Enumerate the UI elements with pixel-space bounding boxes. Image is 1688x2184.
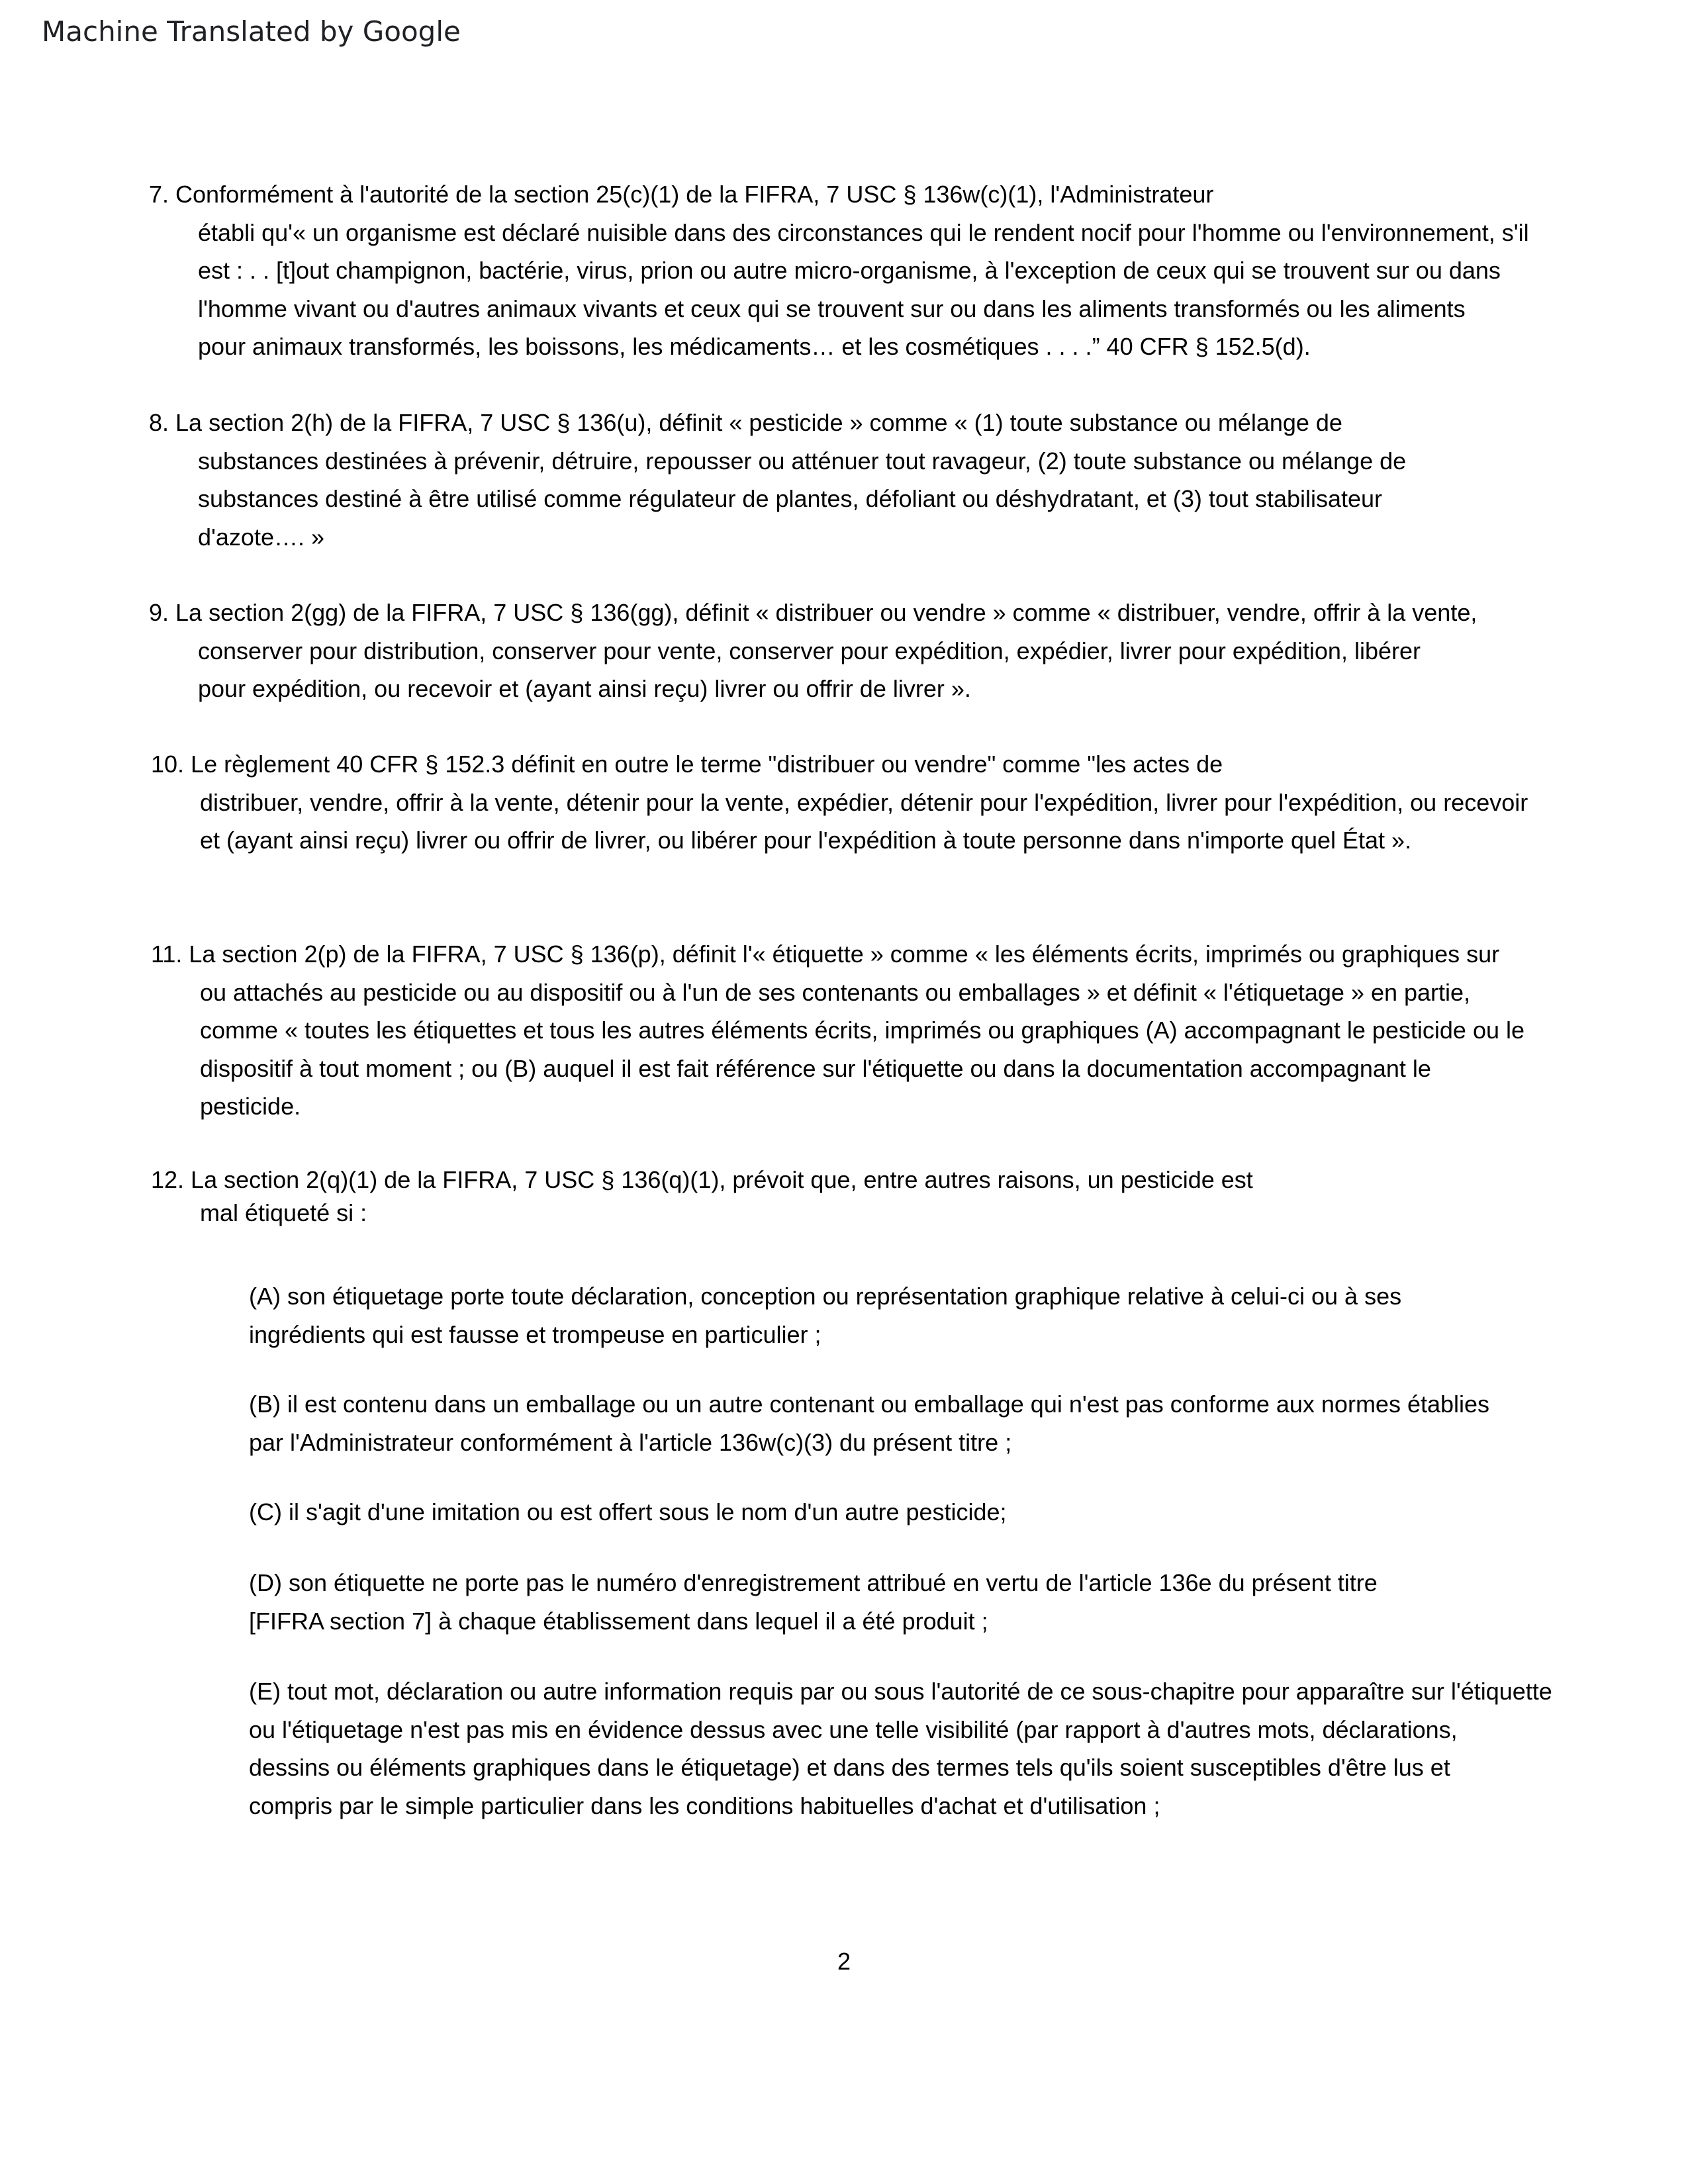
paragraph-9 xyxy=(149,594,1572,708)
subclause-line: [FIFRA section 7] à chaque établissement dans lequel il a été produit ; xyxy=(249,1607,988,1635)
paragraph-line: 9. La section 2(gg) de la FIFRA, 7 USC § 136(gg), définit « distribuer ou vendre » comme « distribuer, vendre, offrir à la vente, xyxy=(149,599,1477,626)
paragraph-line: établi qu'« un organisme est déclaré nuisible dans des circonstances qui le rendent nocif pour l'homme ou l'environnement, s'il xyxy=(198,218,1529,246)
paragraph-line: ou attachés au pesticide ou au dispositif ou à l'un de ses contenants ou emballages » et définit « l'étiquetage » en partie, xyxy=(200,978,1471,1006)
paragraph-7 xyxy=(149,175,1572,366)
paragraph-line: 10. Le règlement 40 CFR § 152.3 définit en outre le terme "distribuer ou vendre" comme "les actes de xyxy=(151,751,1223,778)
paragraph-12 xyxy=(151,1163,1574,1230)
paragraph-line: 7. Conformément à l'autorité de la section 25(c)(1) de la FIFRA, 7 USC § 136w(c)(1), l'Administrateur xyxy=(149,181,1214,208)
subclause-a xyxy=(249,1277,1573,1353)
paragraph-line: comme « toutes les étiquettes et tous les autres éléments écrits, imprimés ou graphiques (A) accompagnant le pesticide ou le xyxy=(200,1017,1525,1044)
paragraph-line: pour expédition, ou recevoir et (ayant ainsi reçu) livrer ou offrir de livrer ». xyxy=(198,675,971,702)
machine-translation-banner: Machine Translated by Google xyxy=(42,15,461,48)
paragraph-line: substances destiné à être utilisé comme régulateur de plantes, défoliant ou déshydratant, et (3) tout stabilisateur xyxy=(198,485,1383,512)
paragraph-line: et (ayant ainsi reçu) livrer ou offrir de livrer, ou libérer pour l'expédition à toute personne dans n'importe quel État ». xyxy=(200,827,1412,854)
paragraph-line: est : . . [t]out champignon, bactérie, virus, prion ou autre micro-organisme, à l'exception de ceux qui se trouvent sur ou dans xyxy=(198,257,1501,284)
paragraph-line: 8. La section 2(h) de la FIFRA, 7 USC § 136(u), définit « pesticide » comme « (1) toute substance ou mélange de xyxy=(149,409,1342,436)
paragraph-11 xyxy=(151,935,1574,1126)
paragraph-line: 11. La section 2(p) de la FIFRA, 7 USC § 136(p), définit l'« étiquette » comme « les éléments écrits, imprimés ou graphiques sur xyxy=(151,940,1500,968)
subclause-d xyxy=(249,1564,1573,1640)
paragraph-line: 12. La section 2(q)(1) de la FIFRA, 7 USC § 136(q)(1), prévoit que, entre autres raisons, un pesticide est xyxy=(151,1166,1253,1193)
subclause-line: compris par le simple particulier dans les conditions habituelles d'achat et d'utilisation ; xyxy=(249,1792,1160,1819)
subclause-line: (B) il est contenu dans un emballage ou un autre contenant ou emballage qui n'est pas conforme aux normes établies xyxy=(249,1390,1490,1418)
subclause-line: ou l'étiquetage n'est pas mis en évidence dessus avec une telle visibilité (par rapport à d'autres mots, déclarations, xyxy=(249,1715,1458,1743)
subclause-line: par l'Administrateur conformément à l'article 136w(c)(3) du présent titre ; xyxy=(249,1428,1012,1456)
paragraph-line: distribuer, vendre, offrir à la vente, détenir pour la vente, expédier, détenir pour l'expédition, livrer pour l'expédition, ou recevoir xyxy=(200,788,1528,816)
paragraph-8 xyxy=(149,404,1572,556)
paragraph-line: substances destinées à prévenir, détruire, repousser ou atténuer tout ravageur, (2) toute substance ou mélange de xyxy=(198,447,1407,475)
paragraph-line: dispositif à tout moment ; ou (B) auquel il est fait référence sur l'étiquette ou dans la documentation accompagnant le xyxy=(200,1054,1431,1082)
paragraph-line: pour animaux transformés, les boissons, les médicaments… et les cosmétiques . . . .” 40 CFR § 152.5(d). xyxy=(198,333,1311,360)
paragraph-line: conserver pour distribution, conserver pour vente, conserver pour expédition, expédier, livrer pour expédition, libérer xyxy=(198,637,1421,664)
subclause-line: (E) tout mot, déclaration ou autre information requis par ou sous l'autorité de ce sous-chapitre pour apparaître sur l'étiquette xyxy=(249,1678,1552,1705)
paragraph-line: l'homme vivant ou d'autres animaux vivants et ceux qui se trouvent sur ou dans les aliments transformés ou les aliments xyxy=(198,295,1466,322)
page-number: 2 xyxy=(837,1948,851,1975)
subclause-line: (A) son étiquetage porte toute déclaration, conception ou représentation graphique relative à celui-ci ou à ses xyxy=(249,1283,1402,1310)
subclause-b xyxy=(249,1385,1573,1461)
subclause-c xyxy=(249,1493,1573,1531)
subclause-e xyxy=(249,1672,1573,1825)
paragraph-line: pesticide. xyxy=(200,1093,301,1120)
subclause-line: dessins ou éléments graphiques dans le étiquetage) et dans des termes tels qu'ils soient susceptibles d'être lus et xyxy=(249,1754,1450,1781)
subclause-line: (C) il s'agit d'une imitation ou est offert sous le nom d'un autre pesticide; xyxy=(249,1498,1007,1525)
paragraph-line: d'azote…. » xyxy=(198,523,324,551)
subclause-line: ingrédients qui est fausse et trompeuse en particulier ; xyxy=(249,1320,821,1348)
paragraph-10 xyxy=(151,745,1574,860)
subclause-line: (D) son étiquette ne porte pas le numéro d'enregistrement attribué en vertu de l'article 136e du présent titre xyxy=(249,1569,1378,1596)
paragraph-line: mal étiqueté si : xyxy=(200,1199,367,1226)
